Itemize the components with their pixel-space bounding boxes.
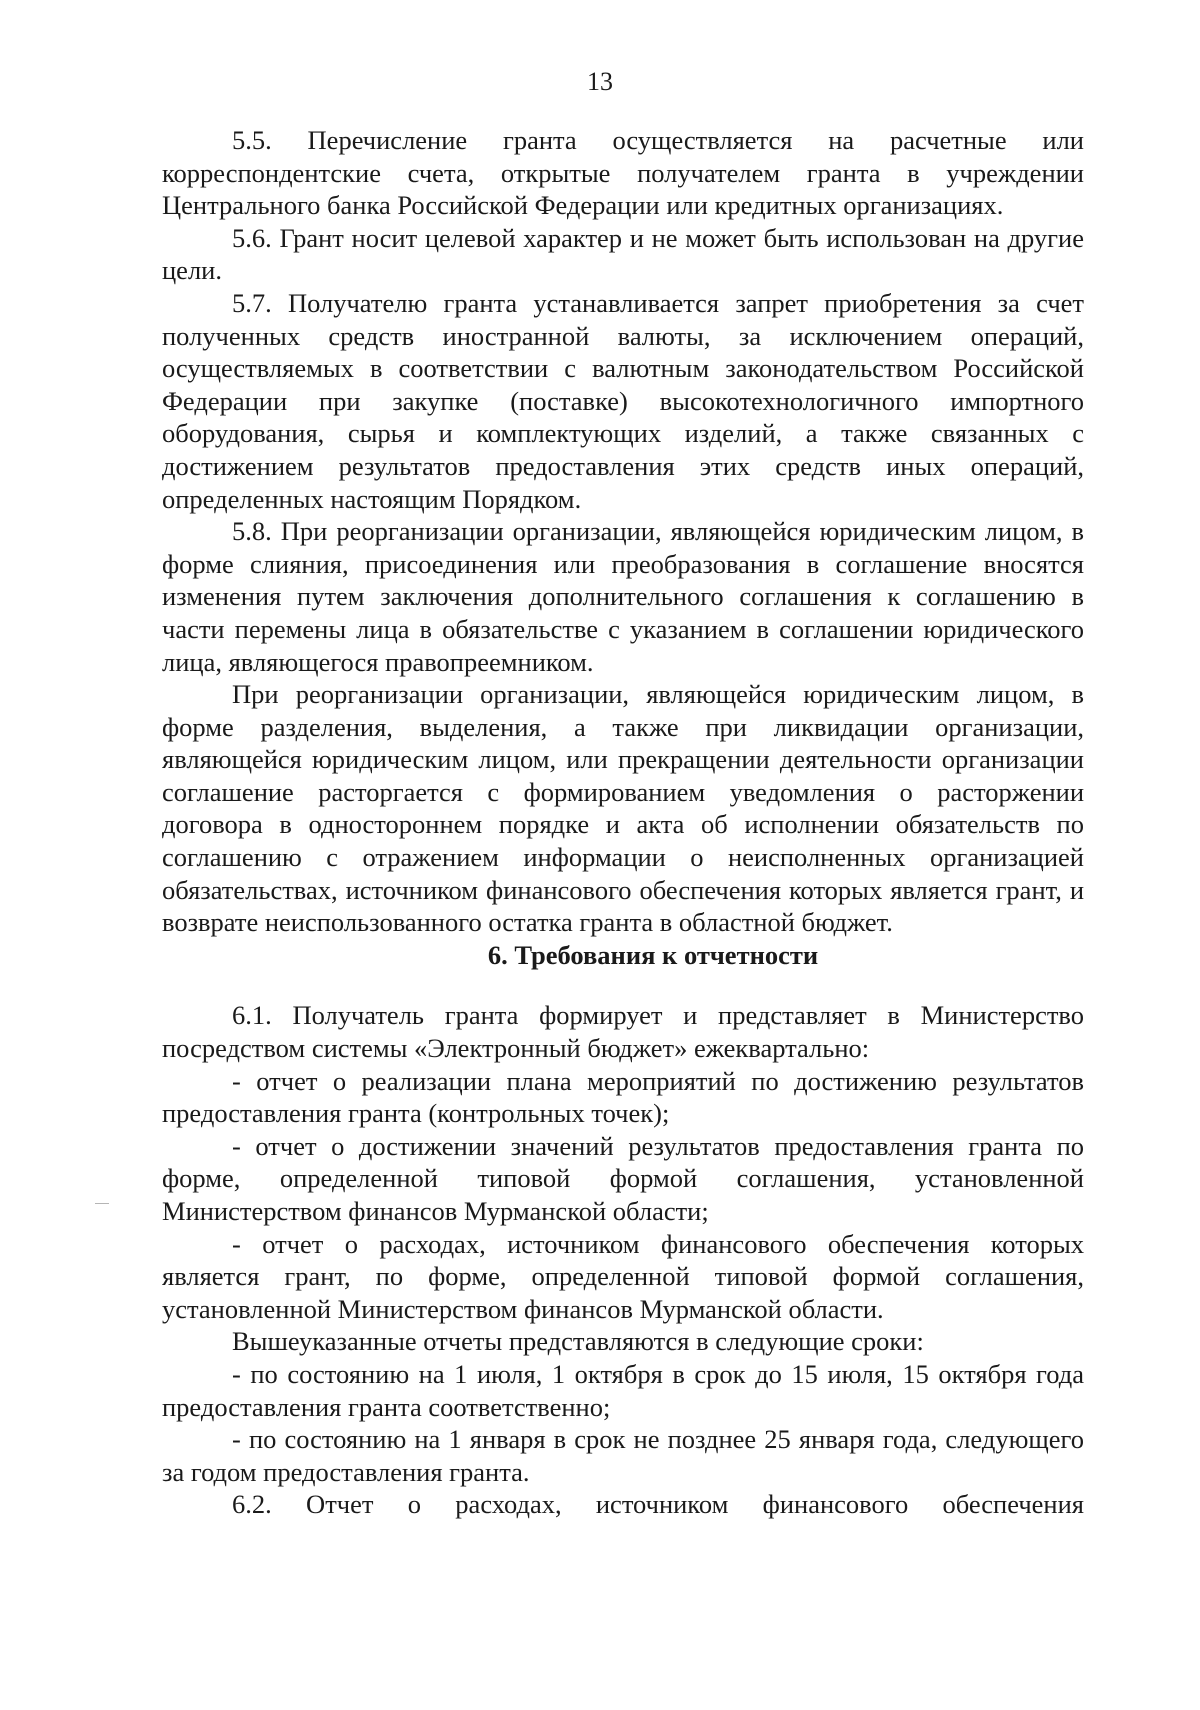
list-item-results-report: - отчет о достижении значений результатов предоставления гранта по форме, определенной типовой формой соглашения, установленной Министерством финансов Мурманской области; xyxy=(162,1130,1084,1226)
paragraph-5-5: 5.5. Перечисление гранта осуществляется на расчетные или корреспондентские счета, открытые получателем гранта в учреждении Центрального банка Российской Федерации или кредитных организациях. xyxy=(162,125,1084,221)
paragraph-5-8: 5.8. При реорганизации организации, являющейся юридическим лицом, в форме слияния, присоединения или преобразования в соглашение вносятся изменения путем заключения дополнительного соглашения к соглашению в части перемены лица в обязательстве с указанием в соглашении юридического лица, являющегося правопреемником. xyxy=(162,516,1084,677)
list-item-expenses-report: - отчет о расходах, источником финансового обеспечения которых является грант, по форме, определенной типовой формой соглашения, установленной Министерством финансов Мурманской области. xyxy=(162,1228,1084,1324)
paragraph-6-2: 6.2. Отчет о расходах, источником финансового обеспечения xyxy=(232,1489,1084,1520)
list-item-deadline-annual: - по состоянию на 1 января в срок не позднее 25 января года, следующего за годом предоставления гранта. xyxy=(162,1424,1084,1487)
section-gap xyxy=(162,971,1084,999)
paragraph-6-1: 6.1. Получатель гранта формирует и представляет в Министерство посредством системы «Электронный бюджет» ежеквартально: xyxy=(162,1000,1084,1064)
list-item-deadline-quarterly: - по состоянию на 1 июля, 1 октября в срок до 15 июля, 15 октября года предоставления гранта соответственно; xyxy=(162,1358,1084,1422)
scan-artifact-mark xyxy=(95,1203,109,1204)
list-item-plan-report: - отчет о реализации плана мероприятий по достижению результатов предоставления гранта (контрольных точек); xyxy=(162,1065,1084,1129)
page-number: 13 xyxy=(587,67,613,96)
section-heading: 6. Требования к отчетности xyxy=(487,939,819,970)
paragraph-reorganization: При реорганизации организации, являющейся юридическим лицом, в форме разделения, выделения, а также при ликвидации организации, являющейся юридическим лицом, или прекращении деятельности организации соглашение расторгается с формированием уведомления о расторжении договора в одностороннем порядке и акта об исполнении обязательств по соглашению с отражением информации о неисполненных организацией обязательствах, источником финансового обеспечения которых является грант, и возврате неиспользованного остатка гранта в областной бюджет. xyxy=(162,679,1084,938)
paragraph-deadlines: Вышеуказанные отчеты представляются в следующие сроки: xyxy=(232,1326,924,1357)
document-body xyxy=(162,124,1084,1521)
paragraph-5-7: 5.7. Получателю гранта устанавливается запрет приобретения за счет полученных средств иностранной валюты, за исключением операций, осуществляемых в соответствии с валютным законодательством Российской Федерации при закупке (поставке) высокотехнологичного импортного оборудования, сырья и комплектующих изделий, а также связанных с достижением результатов предоставления этих средств иных операций, определенных настоящим Порядком. xyxy=(162,287,1084,514)
paragraph-5-6: 5.6. Грант носит целевой характер и не может быть использован на другие цели. xyxy=(162,222,1084,286)
